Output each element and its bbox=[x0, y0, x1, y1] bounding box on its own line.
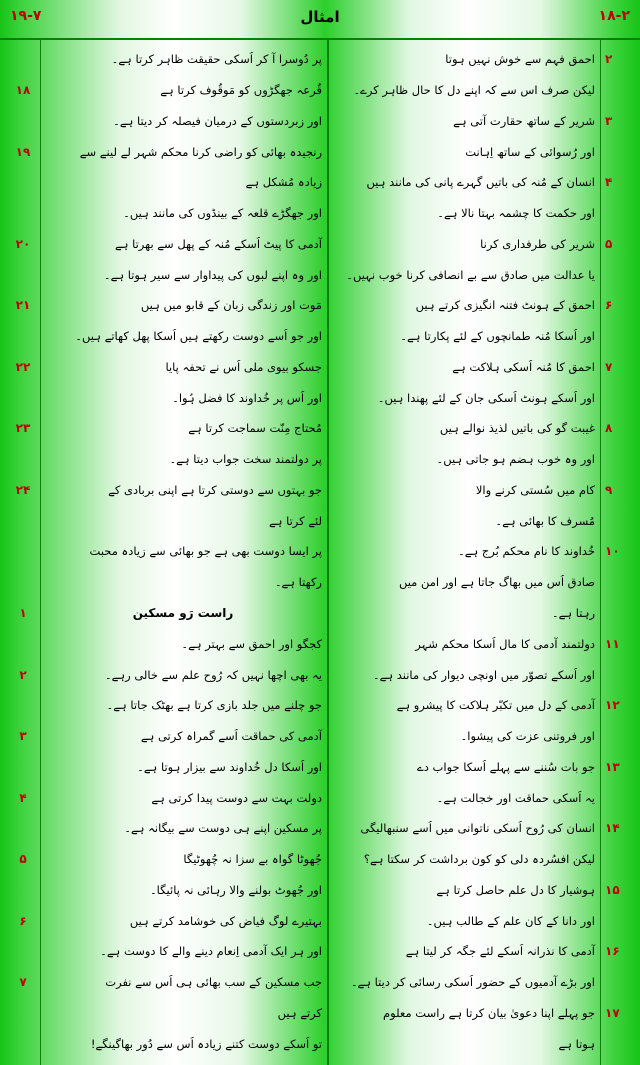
verse-number: ۱۸ bbox=[15, 83, 31, 98]
verse-line bbox=[44, 167, 324, 198]
verse-number: ۳ bbox=[19, 729, 27, 744]
verse-line bbox=[44, 690, 324, 721]
verse-text: اور اُس پر خُداوند کا فضل ہُوا۔ bbox=[172, 390, 322, 405]
verse-text: احمق فہم سے خوش نہیں ہوتا bbox=[445, 52, 595, 67]
verse-number: ۱۱ bbox=[605, 636, 620, 651]
verse-text: دولتمند آدمی کا مال اُسکا محکم شہر bbox=[415, 636, 595, 651]
verse-line bbox=[335, 598, 597, 629]
verse-number: ۵ bbox=[605, 236, 613, 251]
verse-text: قُرعہ جھگڑوں کو مَوقُوف کرتا ہے bbox=[160, 83, 322, 98]
verse-text: انسان کی رُوح اُسکی ناتوانی میں اُسے سنبھالیگی bbox=[360, 821, 595, 836]
verse-line bbox=[335, 382, 597, 413]
book-title: امثال bbox=[300, 8, 340, 26]
verse-text: یا عدالت میں صادق سے بے انصافی کرنا خوب نہیں۔ bbox=[346, 267, 595, 282]
verse-text: اور وہ خوب ہضم ہو جاتی ہیں۔ bbox=[436, 452, 595, 467]
verse-line bbox=[44, 536, 324, 567]
verse-text: اور اُسکا دل خُداوند سے بیزار ہوتا ہے۔ bbox=[137, 759, 322, 774]
verse-text: اور جھگڑے قلعہ کے بینڈوں کی مانند ہیں۔ bbox=[123, 206, 322, 221]
verse-text: کرتے ہیں bbox=[277, 1005, 322, 1020]
verse-text: لئے کرتا ہے bbox=[268, 513, 322, 528]
verse-text: غیبت گو کی باتیں لذیذ نوالے ہیں bbox=[439, 421, 595, 436]
verse-text: پر دولتمند سخت جواب دیتا ہے۔ bbox=[169, 452, 322, 467]
verse-line bbox=[335, 628, 620, 659]
verse-line bbox=[335, 229, 613, 260]
verse-line bbox=[19, 782, 324, 813]
verse-text: شریر کی طرفداری کرنا bbox=[480, 236, 595, 251]
verse-number: ۲۰ bbox=[15, 236, 31, 251]
verse-line bbox=[335, 782, 597, 813]
verse-text: جُھوٹا گواہ بے سزا نہ چُھوٹیگا bbox=[183, 852, 322, 867]
verse-line bbox=[335, 44, 613, 75]
verse-number: ۳ bbox=[605, 113, 613, 128]
verse-line bbox=[335, 813, 620, 844]
verse-line bbox=[335, 352, 613, 383]
page-number-left: ۱۹-۷ bbox=[10, 8, 42, 24]
verse-text: کجگو اور احمق سے بہتر ہے۔ bbox=[181, 636, 322, 651]
verse-text: خُداوند کا نام محکم بُرج ہے۔ bbox=[458, 544, 595, 559]
verse-number: ۲۲ bbox=[15, 359, 31, 374]
verse-number: ۱۴ bbox=[605, 821, 620, 836]
verse-text: جب مسکین کے سب بھائی ہی اُس سے نفرت bbox=[105, 975, 322, 990]
verse-line bbox=[335, 690, 620, 721]
verse-line bbox=[335, 136, 597, 167]
verse-line bbox=[19, 721, 324, 752]
verse-line bbox=[19, 905, 324, 936]
verse-text: مَوت اور زندگی زبان کے قابو میں ہیں bbox=[140, 298, 322, 313]
verse-line bbox=[335, 444, 597, 475]
verse-number: ۲۴ bbox=[15, 482, 31, 497]
verse-text: رکھتا ہے۔ bbox=[274, 575, 322, 590]
verse-text: جو بہتوں سے دوستی کرتا ہے اپنی بربادی کے bbox=[108, 482, 322, 497]
section-heading: راست رَو مسکین bbox=[132, 606, 234, 620]
verse-text: جو بات سُننے سے پہلے اُسکا جواب دے bbox=[417, 759, 595, 774]
left-column bbox=[15, 44, 324, 1059]
verse-line bbox=[44, 321, 324, 352]
verse-line bbox=[335, 167, 613, 198]
verse-line bbox=[335, 997, 620, 1028]
verse-text: رہتا ہے۔ bbox=[551, 606, 595, 620]
verse-line bbox=[19, 844, 324, 875]
verse-text: لیکن افسُردہ دلی کو کون برداشت کر سکتا ہے؟ bbox=[363, 852, 595, 867]
right-column bbox=[335, 44, 620, 1059]
verse-text: اور زبردستوں کے درمیان فیصلہ کر دیتا ہے۔ bbox=[113, 113, 322, 128]
verse-text: پر ایسا دوست بھی ہے جو بھائی سے زیادہ محبت bbox=[89, 544, 322, 559]
verse-number: ۷ bbox=[19, 975, 27, 990]
verse-number: ۵ bbox=[19, 852, 27, 867]
right-margin-rule bbox=[600, 40, 601, 1065]
verse-line bbox=[335, 874, 620, 905]
verse-text: شریر کے ساتھ حقارت آتی ہے bbox=[453, 113, 595, 128]
verse-line bbox=[44, 444, 324, 475]
verse-text: آدمی کا نذرانہ اُسکے لئے جگہ کر لیتا ہے bbox=[405, 944, 595, 959]
verse-line bbox=[44, 936, 324, 967]
verse-number: ۹ bbox=[605, 482, 613, 497]
verse-text: جو چلنے میں جلد بازی کرتا ہے بھٹک جاتا ہے۔ bbox=[106, 698, 322, 713]
verse-line bbox=[335, 290, 613, 321]
verse-text: ہوشیار کا دل علم حاصل کرتا ہے bbox=[436, 882, 595, 897]
verse-line bbox=[15, 290, 324, 321]
verse-line bbox=[335, 751, 620, 782]
verse-number: ۱۹ bbox=[15, 144, 31, 159]
verse-line bbox=[335, 505, 597, 536]
verse-text: بہتیرے لوگ فیاض کی خوشامد کرتے ہیں bbox=[129, 913, 322, 928]
verse-line bbox=[44, 997, 324, 1028]
verse-line bbox=[44, 567, 324, 598]
verse-line bbox=[335, 844, 597, 875]
verse-number: ۱۵ bbox=[605, 882, 620, 897]
verse-text: اور فروتنی عزت کی پیشوا۔ bbox=[460, 729, 595, 744]
verse-line bbox=[44, 628, 324, 659]
verse-text: اور وہ اپنے لبوں کی پیداوار سے سیر ہوتا ہے۔ bbox=[103, 267, 322, 282]
verse-text: یہ اُسکی حماقت اور خجالت ہے۔ bbox=[436, 790, 595, 805]
verse-text: اور جُھوٹ بولنے والا رِہائی نہ پائیگا۔ bbox=[149, 882, 322, 897]
verse-number: ۲۱ bbox=[15, 298, 31, 313]
verse-line bbox=[44, 751, 324, 782]
verse-line bbox=[19, 659, 324, 690]
verse-line bbox=[335, 106, 613, 137]
verse-text: مُحتاج مِنّت سماجت کرتا ہے bbox=[188, 421, 322, 436]
verse-text: احمق کے ہونٹ فتنہ انگیزی کرتے ہیں bbox=[415, 298, 595, 313]
verse-text: اور اُسکے ہونٹ اُسکی جان کے لئے پھندا ہیں۔ bbox=[377, 390, 595, 405]
verse-line bbox=[44, 874, 324, 905]
verse-line bbox=[335, 905, 597, 936]
verse-text: آدمی کے دل میں تکبّر ہلاکت کا پیشرو ہے bbox=[396, 698, 595, 713]
verse-line bbox=[335, 1028, 597, 1059]
verse-number: ۱۷ bbox=[605, 1005, 620, 1020]
verse-number: ۶ bbox=[605, 298, 613, 313]
column-divider bbox=[327, 40, 329, 1065]
verse-line bbox=[15, 136, 324, 167]
verse-text: انسان کے مُنہ کی باتیں گہرے پانی کی مانند ہیں bbox=[366, 175, 595, 190]
verse-number: ۱۶ bbox=[605, 944, 620, 959]
verse-line bbox=[44, 505, 324, 536]
verse-text: کام میں سُستی کرنے والا bbox=[475, 482, 595, 497]
verse-line bbox=[335, 475, 613, 506]
verse-line bbox=[335, 75, 597, 106]
verse-line bbox=[44, 198, 324, 229]
verse-text: اور بڑے آدمیوں کے حضور اُسکی رسائی کر دیتا ہے۔ bbox=[350, 975, 595, 990]
verse-text: اور جو اُسے دوست رکھتے ہیں اُسکا پھل کھاتے ہیں۔ bbox=[75, 329, 322, 344]
verse-line bbox=[335, 198, 597, 229]
verse-line bbox=[335, 659, 597, 690]
left-margin-rule bbox=[40, 40, 41, 1065]
verse-text: اور اُسکے تصوّر میں اونچی دیوار کی مانند ہے۔ bbox=[372, 667, 595, 682]
verse-number: ۱۰ bbox=[605, 544, 620, 559]
verse-number: ۶ bbox=[19, 913, 27, 928]
verse-text: مُسرف کا بھائی ہے۔ bbox=[495, 513, 595, 528]
verse-text: آدمی کی حماقت اُسے گمراہ کرتی ہے bbox=[140, 729, 322, 744]
verse-line bbox=[15, 475, 324, 506]
verse-text: پر مسکین اپنے ہی دوست سے بیگانہ ہے۔ bbox=[124, 821, 322, 836]
verse-text: اور دانا کے کان علم کے طالب ہیں۔ bbox=[426, 913, 595, 928]
verse-text: تو اُسکے دوست کتنے زیادہ اُس سے دُور بھاگینگے! bbox=[90, 1036, 322, 1051]
verse-line bbox=[15, 413, 324, 444]
verse-text: احمق کا مُنہ اُسکی ہلاکت ہے bbox=[452, 359, 595, 374]
page-header bbox=[0, 0, 640, 40]
verse-line bbox=[44, 813, 324, 844]
verse-line bbox=[335, 536, 620, 567]
verse-text: ہوتا ہے bbox=[558, 1036, 595, 1051]
verse-number: ۲ bbox=[19, 667, 27, 682]
verse-text: پر دُوسرا آ کر اُسکی حقیقت ظاہر کرتا ہے۔ bbox=[111, 52, 322, 67]
verse-line bbox=[335, 259, 597, 290]
verse-number: ۲ bbox=[605, 52, 613, 67]
verse-text: صادق اُس میں بھاگ جاتا ہے اور امن میں bbox=[398, 575, 595, 590]
verse-number: ۱۲ bbox=[605, 698, 620, 713]
verse-line bbox=[15, 229, 324, 260]
verse-text: جسکو بیوی ملی اُس نے تحفہ پایا bbox=[165, 359, 322, 374]
verse-line bbox=[335, 413, 613, 444]
verse-number: ۲۳ bbox=[15, 421, 31, 436]
verse-line bbox=[15, 75, 324, 106]
page-number-right: ۱۸-۲ bbox=[598, 8, 630, 24]
verse-line bbox=[44, 1028, 324, 1059]
verse-line bbox=[335, 567, 597, 598]
verse-line bbox=[335, 936, 620, 967]
verse-line bbox=[335, 321, 597, 352]
verse-number: ۴ bbox=[605, 175, 613, 190]
verse-text: یہ بھی اچھا نہیں کہ رُوح علم سے خالی رہے۔ bbox=[104, 667, 322, 682]
verse-line bbox=[44, 106, 324, 137]
verse-text: آدمی کا پیٹ اُسکے مُنہ کے پھل سے بھرتا ہے bbox=[114, 236, 322, 251]
verse-text: رنجیدہ بھائی کو راضی کرنا محکم شہر لے لینے سے bbox=[79, 144, 322, 159]
verse-line bbox=[19, 967, 324, 998]
verse-number: ۱ bbox=[19, 606, 27, 620]
verse-number: ۱۳ bbox=[605, 759, 620, 774]
verse-text: لیکن صرف اس سے کہ اپنے دل کا حال ظاہر کرے۔ bbox=[353, 83, 595, 98]
verse-text: جو پہلے اپنا دعویٰ بیان کرتا ہے راست معلوم bbox=[383, 1005, 595, 1020]
verse-line bbox=[15, 352, 324, 383]
verse-text: اور ہر ایک آدمی اِنعام دینے والے کا دوست ہے۔ bbox=[100, 944, 322, 959]
verse-text: دولت بہت سے دوست پیدا کرتی ہے bbox=[151, 790, 322, 805]
verse-line bbox=[44, 259, 324, 290]
verse-text: زیادہ مُشکل ہے bbox=[245, 175, 322, 190]
verse-text: اور رُسوائی کے ساتھ اِہانت bbox=[465, 144, 595, 159]
verse-text: اور حکمت کا چشمہ بہتا نالا ہے۔ bbox=[437, 206, 595, 221]
verse-number: ۸ bbox=[605, 421, 613, 436]
verse-line bbox=[19, 598, 324, 629]
verse-line bbox=[335, 721, 597, 752]
verse-text: اور اُسکا مُنہ طمانچوں کے لئے پکارتا ہے۔ bbox=[400, 329, 595, 344]
verse-line bbox=[335, 967, 597, 998]
verse-line bbox=[44, 382, 324, 413]
verse-line bbox=[44, 44, 324, 75]
verse-number: ۴ bbox=[19, 790, 27, 805]
verse-number: ۷ bbox=[605, 359, 613, 374]
